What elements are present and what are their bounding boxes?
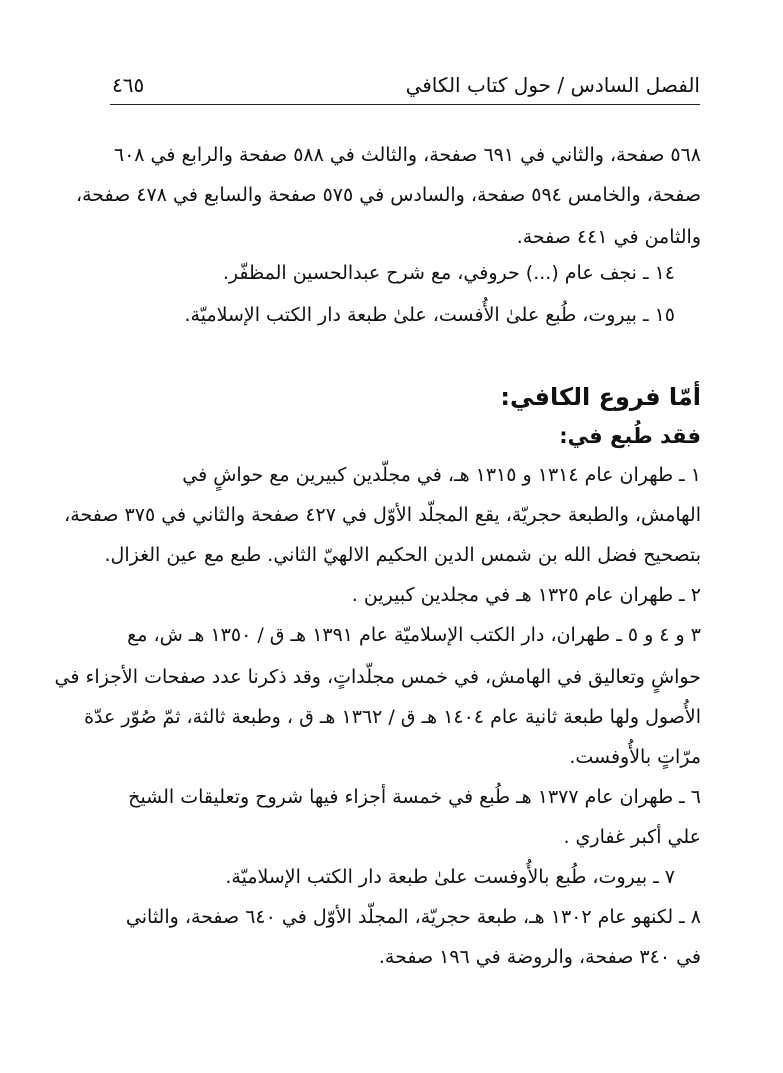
text-line: والثامن في ٤٤١ صفحة.	[516, 226, 701, 248]
text-line: ١٤ ـ نجف عام (...) حروفي، مع شرح عبدالحسين المظفّر.	[222, 262, 675, 284]
section-subheading: فقد طُبع في:	[559, 424, 701, 448]
text-line: ١ ـ طهران عام ١٣١٤ و ١٣١٥ هـ، في مجلّدين كبيرين مع حواشٍ في	[182, 464, 701, 486]
text-line: ٦ ـ طهران عام ١٣٧٧ هـ طُبع في خمسة أجزاء فيها شروح وتعليقات الشيخ	[128, 786, 701, 808]
header-divider	[110, 104, 700, 105]
text-line: الهامش، والطبعة حجريّة، يقع المجلّد الأوّل في ٤٢٧ صفحة والثاني في ٣٧٥ صفحة،	[64, 504, 701, 526]
text-line: ٧ ـ بيروت، طُبع بالأُوفست علىٰ طبعة دار الكتب الإسلاميّة.	[225, 866, 675, 888]
page-number: ٤٦٥	[112, 73, 145, 97]
text-line: ١٥ ـ بيروت، طُبع علىٰ الأُفست، علىٰ طبعة دار الكتب الإسلاميّة.	[184, 304, 675, 326]
text-line: في ٣٤٠ صفحة، والروضة في ١٩٦ صفحة.	[378, 946, 701, 968]
text-line: ٢ ـ طهران عام ١٣٢٥ هـ في مجلدين كبيرين .	[351, 584, 701, 606]
text-line: ٥٦٨ صفحة، والثاني في ٦٩١ صفحة، والثالث في ٥٨٨ صفحة والرابع في ٦٠٨	[113, 144, 701, 166]
text-line: ٣ و ٤ و ٥ ـ طهران، دار الكتب الإسلاميّة عام ١٣٩١ هـ ق / ١٣٥٠ هـ ش، مع	[127, 624, 701, 646]
section-heading: أمّا فروع الكافي:	[500, 383, 701, 411]
text-line: بتصحيح فضل الله بن شمس الدين الحكيم الالهيّ الثاني. طبع مع عين الغزال.	[104, 544, 701, 566]
running-header	[110, 66, 700, 102]
text-line: حواشٍ وتعاليق في الهامش، في خمس مجلّداتٍ، وقد ذكرنا عدد صفحات الأجزاء في	[54, 666, 701, 688]
text-line: ٨ ـ لكنهو عام ١٣٠٢ هـ، طبعة حجريّة، المجلّد الأوّل في ٦٤٠ صفحة، والثاني	[125, 906, 701, 928]
chapter-title: الفصل السادس / حول كتاب الكافي	[405, 73, 700, 97]
text-line: الأُصول ولها طبعة ثانية عام ١٤٠٤ هـ ق / ١٣٦٢ هـ ق ، وطبعة ثالثة، ثمّ صُوّر عدّة	[84, 706, 701, 728]
text-line: مرّاتٍ بالأُوفست.	[569, 746, 701, 768]
text-line: علي أكبر غفاري .	[563, 826, 701, 848]
text-line: صفحة، والخامس ٥٩٤ صفحة، والسادس في ٥٧٥ صفحة والسابع في ٤٧٨ صفحة،	[75, 184, 701, 206]
